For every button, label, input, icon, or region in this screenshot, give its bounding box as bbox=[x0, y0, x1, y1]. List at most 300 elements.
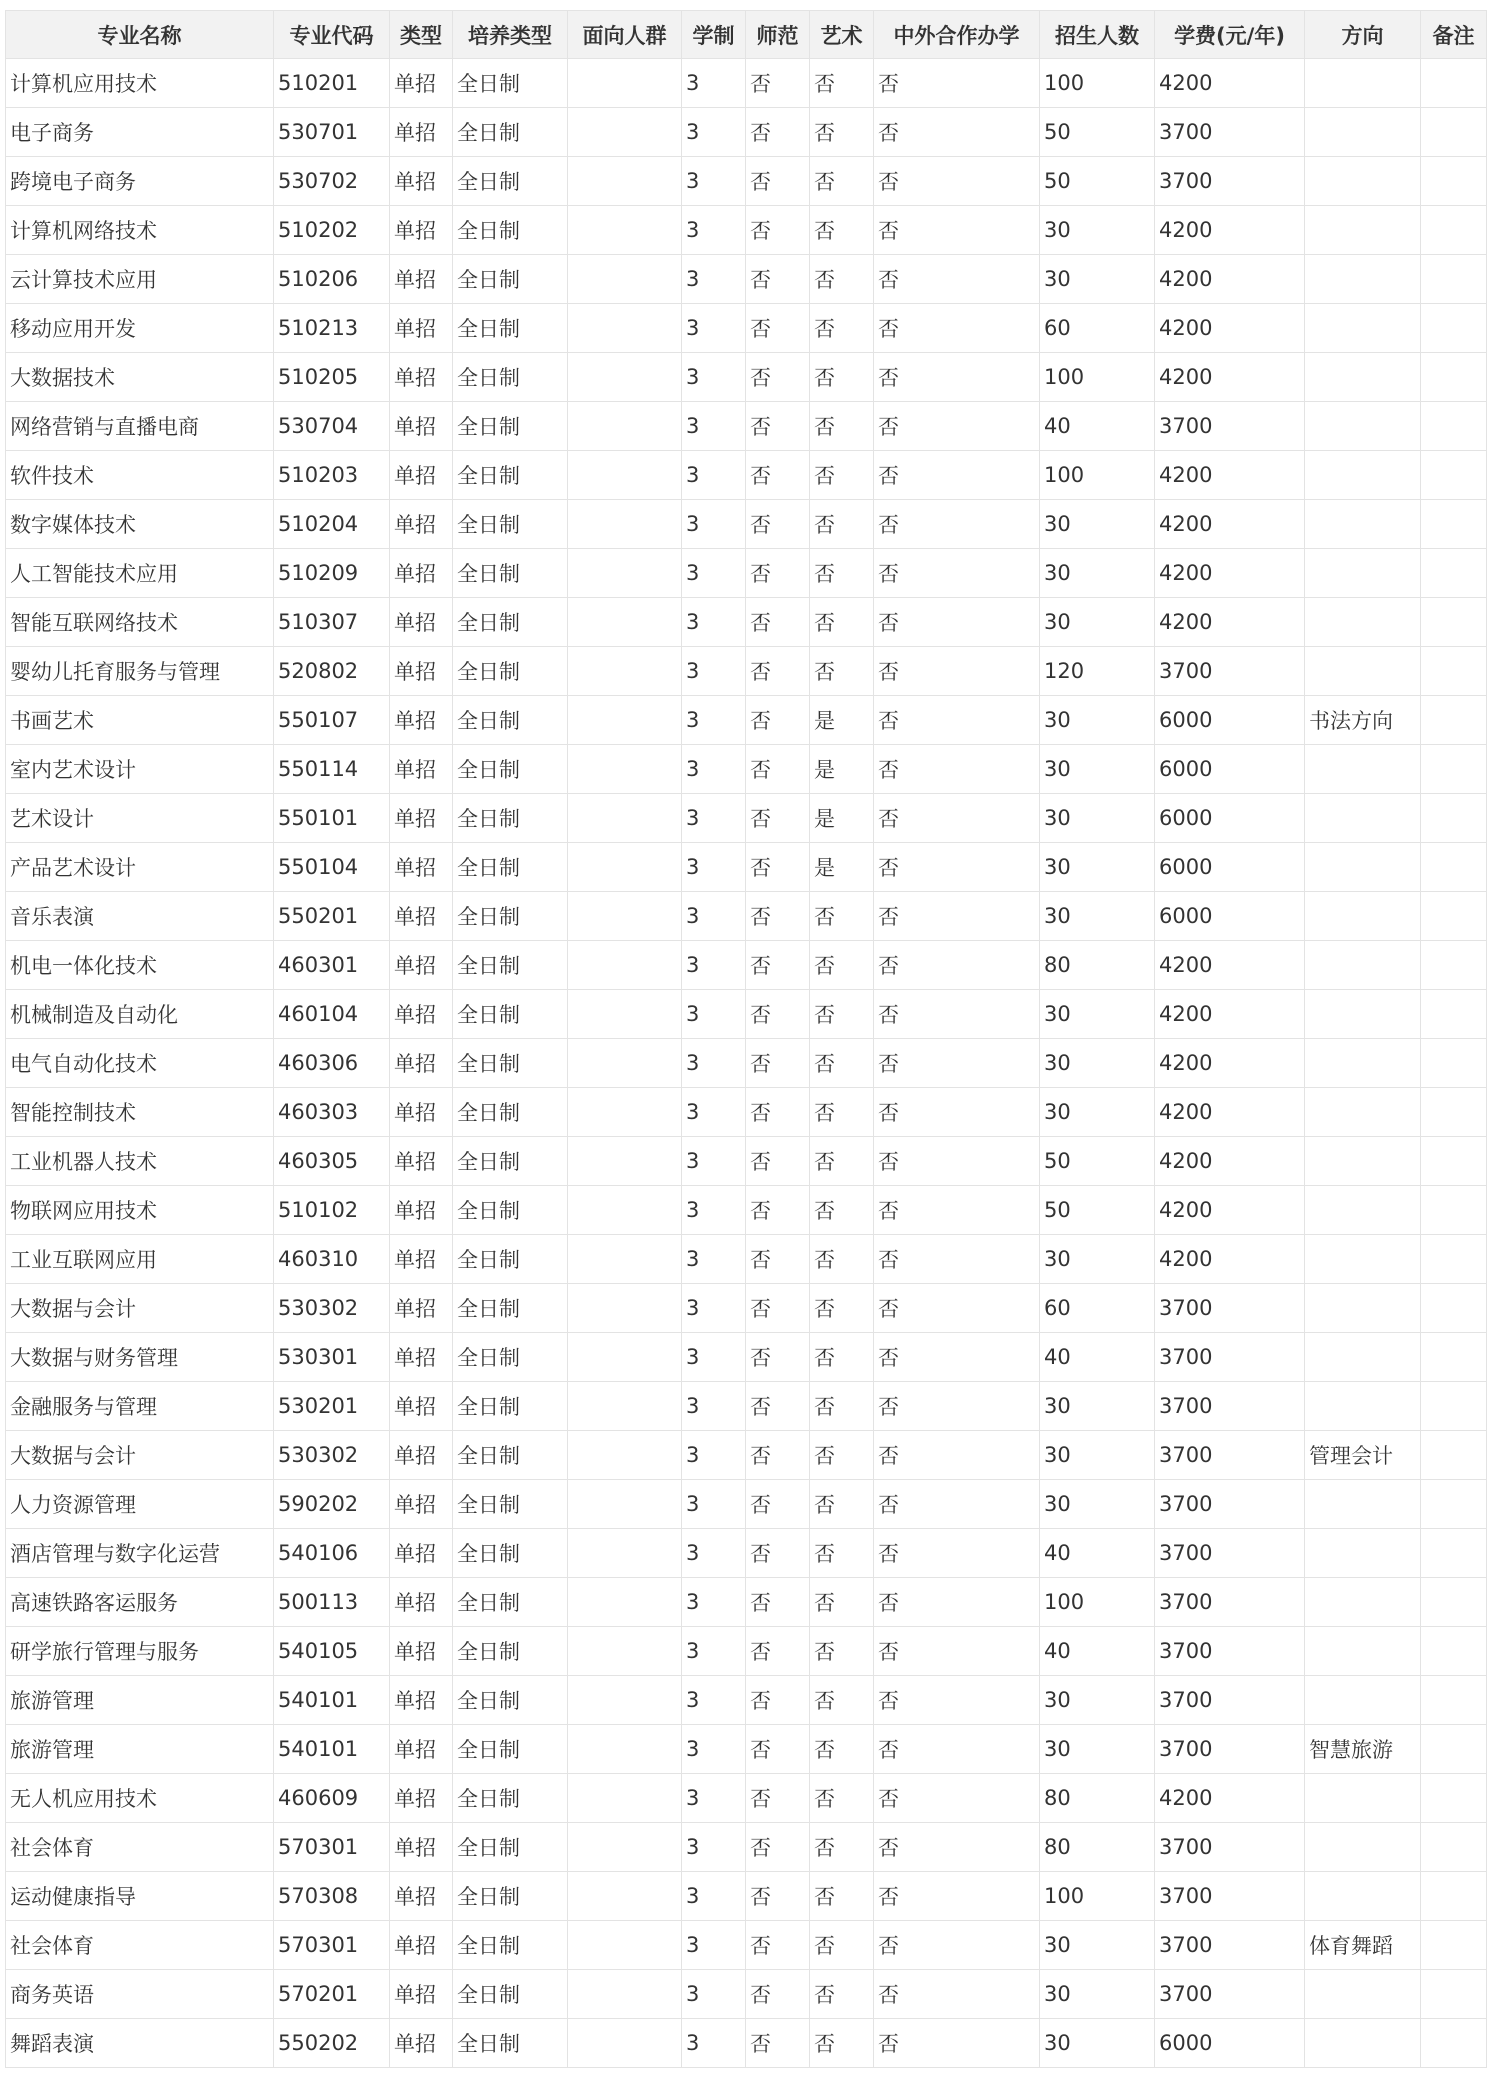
cell-major-name: 舞蹈表演 bbox=[6, 2019, 274, 2068]
cell-remarks bbox=[1421, 1382, 1487, 1431]
cell-enrollment: 30 bbox=[1040, 1480, 1155, 1529]
cell-enrollment: 30 bbox=[1040, 1676, 1155, 1725]
cell-major-name: 数字媒体技术 bbox=[6, 500, 274, 549]
cell-art: 否 bbox=[810, 1431, 874, 1480]
cell-direction bbox=[1305, 206, 1421, 255]
cell-target-group bbox=[568, 157, 682, 206]
cell-remarks bbox=[1421, 255, 1487, 304]
cell-major-code: 460305 bbox=[274, 1137, 390, 1186]
cell-target-group bbox=[568, 1235, 682, 1284]
cell-training-type: 全日制 bbox=[453, 1676, 568, 1725]
cell-training-type: 全日制 bbox=[453, 59, 568, 108]
cell-major-name: 书画艺术 bbox=[6, 696, 274, 745]
cell-art: 否 bbox=[810, 59, 874, 108]
cell-major-code: 550107 bbox=[274, 696, 390, 745]
cell-direction bbox=[1305, 1774, 1421, 1823]
cell-enrollment: 30 bbox=[1040, 892, 1155, 941]
cell-tuition: 3700 bbox=[1155, 1676, 1305, 1725]
header-major-code: 专业代码 bbox=[274, 11, 390, 59]
cell-type: 单招 bbox=[390, 451, 453, 500]
table-row bbox=[6, 1578, 1487, 1627]
cell-enrollment: 50 bbox=[1040, 108, 1155, 157]
cell-major-name: 音乐表演 bbox=[6, 892, 274, 941]
cell-major-code: 500113 bbox=[274, 1578, 390, 1627]
cell-major-name: 金融服务与管理 bbox=[6, 1382, 274, 1431]
cell-enrollment: 120 bbox=[1040, 647, 1155, 696]
cell-tuition: 3700 bbox=[1155, 1578, 1305, 1627]
cell-major-name: 酒店管理与数字化运营 bbox=[6, 1529, 274, 1578]
cell-direction bbox=[1305, 990, 1421, 1039]
cell-duration: 3 bbox=[682, 353, 746, 402]
cell-type: 单招 bbox=[390, 1431, 453, 1480]
cell-major-name: 人力资源管理 bbox=[6, 1480, 274, 1529]
table-row bbox=[6, 2019, 1487, 2068]
cell-joint-program: 否 bbox=[874, 157, 1040, 206]
cell-training-type: 全日制 bbox=[453, 108, 568, 157]
cell-enrollment: 30 bbox=[1040, 1725, 1155, 1774]
cell-enrollment: 30 bbox=[1040, 206, 1155, 255]
cell-direction bbox=[1305, 2019, 1421, 2068]
cell-duration: 3 bbox=[682, 990, 746, 1039]
cell-major-name: 室内艺术设计 bbox=[6, 745, 274, 794]
cell-duration: 3 bbox=[682, 1333, 746, 1382]
table-row bbox=[6, 696, 1487, 745]
cell-remarks bbox=[1421, 1676, 1487, 1725]
cell-type: 单招 bbox=[390, 843, 453, 892]
cell-major-name: 社会体育 bbox=[6, 1823, 274, 1872]
cell-major-name: 旅游管理 bbox=[6, 1676, 274, 1725]
cell-direction bbox=[1305, 1333, 1421, 1382]
cell-target-group bbox=[568, 500, 682, 549]
cell-duration: 3 bbox=[682, 1088, 746, 1137]
cell-tuition: 3700 bbox=[1155, 1284, 1305, 1333]
cell-direction: 体育舞蹈 bbox=[1305, 1921, 1421, 1970]
cell-enrollment: 30 bbox=[1040, 500, 1155, 549]
cell-joint-program: 否 bbox=[874, 1970, 1040, 2019]
cell-type: 单招 bbox=[390, 2019, 453, 2068]
cell-art: 否 bbox=[810, 1480, 874, 1529]
cell-direction bbox=[1305, 451, 1421, 500]
cell-target-group bbox=[568, 1431, 682, 1480]
table-row bbox=[6, 1921, 1487, 1970]
cell-major-code: 550201 bbox=[274, 892, 390, 941]
cell-type: 单招 bbox=[390, 1088, 453, 1137]
cell-type: 单招 bbox=[390, 696, 453, 745]
cell-direction bbox=[1305, 647, 1421, 696]
cell-target-group bbox=[568, 1480, 682, 1529]
cell-duration: 3 bbox=[682, 1284, 746, 1333]
cell-tuition: 4200 bbox=[1155, 500, 1305, 549]
cell-direction bbox=[1305, 59, 1421, 108]
cell-duration: 3 bbox=[682, 549, 746, 598]
cell-tuition: 3700 bbox=[1155, 1333, 1305, 1382]
cell-type: 单招 bbox=[390, 1284, 453, 1333]
cell-direction bbox=[1305, 549, 1421, 598]
cell-normal: 否 bbox=[746, 1431, 810, 1480]
cell-direction bbox=[1305, 304, 1421, 353]
cell-type: 单招 bbox=[390, 990, 453, 1039]
cell-type: 单招 bbox=[390, 353, 453, 402]
cell-duration: 3 bbox=[682, 402, 746, 451]
cell-duration: 3 bbox=[682, 745, 746, 794]
cell-training-type: 全日制 bbox=[453, 794, 568, 843]
cell-normal: 否 bbox=[746, 1725, 810, 1774]
cell-normal: 否 bbox=[746, 1480, 810, 1529]
cell-art: 否 bbox=[810, 1039, 874, 1088]
cell-type: 单招 bbox=[390, 304, 453, 353]
cell-major-code: 550202 bbox=[274, 2019, 390, 2068]
cell-joint-program: 否 bbox=[874, 1088, 1040, 1137]
cell-remarks bbox=[1421, 647, 1487, 696]
cell-duration: 3 bbox=[682, 892, 746, 941]
table-row bbox=[6, 1774, 1487, 1823]
cell-normal: 否 bbox=[746, 892, 810, 941]
cell-duration: 3 bbox=[682, 1039, 746, 1088]
cell-enrollment: 50 bbox=[1040, 157, 1155, 206]
cell-training-type: 全日制 bbox=[453, 1284, 568, 1333]
table-row bbox=[6, 1529, 1487, 1578]
cell-tuition: 3700 bbox=[1155, 402, 1305, 451]
cell-major-name: 大数据与财务管理 bbox=[6, 1333, 274, 1382]
cell-remarks bbox=[1421, 1921, 1487, 1970]
cell-type: 单招 bbox=[390, 1627, 453, 1676]
cell-joint-program: 否 bbox=[874, 353, 1040, 402]
cell-remarks bbox=[1421, 1970, 1487, 2019]
cell-joint-program: 否 bbox=[874, 1333, 1040, 1382]
cell-enrollment: 100 bbox=[1040, 1872, 1155, 1921]
cell-remarks bbox=[1421, 157, 1487, 206]
cell-tuition: 3700 bbox=[1155, 1529, 1305, 1578]
cell-major-code: 570201 bbox=[274, 1970, 390, 2019]
cell-enrollment: 30 bbox=[1040, 1088, 1155, 1137]
header-type: 类型 bbox=[390, 11, 453, 59]
cell-tuition: 4200 bbox=[1155, 1774, 1305, 1823]
cell-target-group bbox=[568, 1725, 682, 1774]
cell-art: 否 bbox=[810, 108, 874, 157]
cell-art: 否 bbox=[810, 1872, 874, 1921]
cell-target-group bbox=[568, 59, 682, 108]
cell-direction bbox=[1305, 843, 1421, 892]
cell-direction bbox=[1305, 1970, 1421, 2019]
cell-art: 否 bbox=[810, 549, 874, 598]
cell-target-group bbox=[568, 451, 682, 500]
cell-joint-program: 否 bbox=[874, 1578, 1040, 1627]
cell-major-name: 跨境电子商务 bbox=[6, 157, 274, 206]
cell-duration: 3 bbox=[682, 1823, 746, 1872]
cell-training-type: 全日制 bbox=[453, 1921, 568, 1970]
cell-major-code: 540106 bbox=[274, 1529, 390, 1578]
cell-duration: 3 bbox=[682, 598, 746, 647]
cell-remarks bbox=[1421, 402, 1487, 451]
cell-major-code: 550101 bbox=[274, 794, 390, 843]
cell-duration: 3 bbox=[682, 1970, 746, 2019]
cell-tuition: 4200 bbox=[1155, 255, 1305, 304]
cell-training-type: 全日制 bbox=[453, 1333, 568, 1382]
cell-major-code: 460310 bbox=[274, 1235, 390, 1284]
cell-direction bbox=[1305, 157, 1421, 206]
cell-target-group bbox=[568, 1627, 682, 1676]
cell-art: 否 bbox=[810, 941, 874, 990]
cell-major-name: 计算机应用技术 bbox=[6, 59, 274, 108]
cell-type: 单招 bbox=[390, 1823, 453, 1872]
cell-training-type: 全日制 bbox=[453, 1480, 568, 1529]
cell-major-code: 510201 bbox=[274, 59, 390, 108]
cell-joint-program: 否 bbox=[874, 1529, 1040, 1578]
cell-major-name: 高速铁路客运服务 bbox=[6, 1578, 274, 1627]
cell-target-group bbox=[568, 1823, 682, 1872]
cell-normal: 否 bbox=[746, 941, 810, 990]
cell-art: 否 bbox=[810, 157, 874, 206]
table-row bbox=[6, 1333, 1487, 1382]
cell-normal: 否 bbox=[746, 1774, 810, 1823]
cell-target-group bbox=[568, 549, 682, 598]
cell-type: 单招 bbox=[390, 1480, 453, 1529]
cell-art: 否 bbox=[810, 402, 874, 451]
cell-major-name: 云计算技术应用 bbox=[6, 255, 274, 304]
cell-enrollment: 40 bbox=[1040, 1529, 1155, 1578]
cell-training-type: 全日制 bbox=[453, 1970, 568, 2019]
cell-major-code: 460306 bbox=[274, 1039, 390, 1088]
cell-training-type: 全日制 bbox=[453, 1725, 568, 1774]
cell-joint-program: 否 bbox=[874, 549, 1040, 598]
cell-joint-program: 否 bbox=[874, 1480, 1040, 1529]
cell-training-type: 全日制 bbox=[453, 647, 568, 696]
table-row bbox=[6, 108, 1487, 157]
cell-normal: 否 bbox=[746, 1872, 810, 1921]
cell-enrollment: 30 bbox=[1040, 1039, 1155, 1088]
cell-type: 单招 bbox=[390, 892, 453, 941]
header-tuition: 学费(元/年) bbox=[1155, 11, 1305, 59]
cell-type: 单招 bbox=[390, 1235, 453, 1284]
table-row bbox=[6, 451, 1487, 500]
cell-training-type: 全日制 bbox=[453, 1774, 568, 1823]
cell-duration: 3 bbox=[682, 59, 746, 108]
cell-direction bbox=[1305, 402, 1421, 451]
cell-remarks bbox=[1421, 108, 1487, 157]
cell-normal: 否 bbox=[746, 1235, 810, 1284]
table-row bbox=[6, 157, 1487, 206]
cell-type: 单招 bbox=[390, 647, 453, 696]
cell-enrollment: 30 bbox=[1040, 549, 1155, 598]
cell-tuition: 4200 bbox=[1155, 304, 1305, 353]
cell-type: 单招 bbox=[390, 1529, 453, 1578]
cell-type: 单招 bbox=[390, 1921, 453, 1970]
cell-tuition: 4200 bbox=[1155, 990, 1305, 1039]
cell-type: 单招 bbox=[390, 598, 453, 647]
cell-art: 否 bbox=[810, 1627, 874, 1676]
cell-major-code: 540101 bbox=[274, 1725, 390, 1774]
cell-duration: 3 bbox=[682, 157, 746, 206]
cell-enrollment: 30 bbox=[1040, 794, 1155, 843]
table-row bbox=[6, 353, 1487, 402]
cell-training-type: 全日制 bbox=[453, 843, 568, 892]
cell-normal: 否 bbox=[746, 843, 810, 892]
cell-major-code: 460104 bbox=[274, 990, 390, 1039]
table-row bbox=[6, 1872, 1487, 1921]
cell-direction bbox=[1305, 1382, 1421, 1431]
cell-major-name: 产品艺术设计 bbox=[6, 843, 274, 892]
cell-art: 否 bbox=[810, 304, 874, 353]
cell-target-group bbox=[568, 696, 682, 745]
cell-target-group bbox=[568, 1333, 682, 1382]
cell-remarks bbox=[1421, 1627, 1487, 1676]
cell-tuition: 6000 bbox=[1155, 843, 1305, 892]
cell-remarks bbox=[1421, 745, 1487, 794]
cell-duration: 3 bbox=[682, 1627, 746, 1676]
cell-art: 否 bbox=[810, 500, 874, 549]
cell-direction bbox=[1305, 598, 1421, 647]
cell-normal: 否 bbox=[746, 1284, 810, 1333]
header-duration: 学制 bbox=[682, 11, 746, 59]
cell-target-group bbox=[568, 1284, 682, 1333]
cell-type: 单招 bbox=[390, 1186, 453, 1235]
header-direction: 方向 bbox=[1305, 11, 1421, 59]
cell-joint-program: 否 bbox=[874, 59, 1040, 108]
cell-remarks bbox=[1421, 696, 1487, 745]
cell-remarks bbox=[1421, 990, 1487, 1039]
cell-tuition: 4200 bbox=[1155, 1039, 1305, 1088]
cell-training-type: 全日制 bbox=[453, 745, 568, 794]
cell-remarks bbox=[1421, 1137, 1487, 1186]
cell-normal: 否 bbox=[746, 59, 810, 108]
cell-type: 单招 bbox=[390, 255, 453, 304]
cell-duration: 3 bbox=[682, 843, 746, 892]
cell-art: 是 bbox=[810, 745, 874, 794]
cell-target-group bbox=[568, 843, 682, 892]
table-row bbox=[6, 1431, 1487, 1480]
cell-normal: 否 bbox=[746, 1039, 810, 1088]
cell-major-name: 智能控制技术 bbox=[6, 1088, 274, 1137]
cell-direction bbox=[1305, 1823, 1421, 1872]
table-row bbox=[6, 892, 1487, 941]
cell-remarks bbox=[1421, 794, 1487, 843]
cell-normal: 否 bbox=[746, 1627, 810, 1676]
cell-tuition: 4200 bbox=[1155, 1186, 1305, 1235]
table-row bbox=[6, 1480, 1487, 1529]
cell-training-type: 全日制 bbox=[453, 206, 568, 255]
cell-major-code: 530704 bbox=[274, 402, 390, 451]
cell-direction bbox=[1305, 353, 1421, 402]
cell-joint-program: 否 bbox=[874, 1382, 1040, 1431]
cell-joint-program: 否 bbox=[874, 1725, 1040, 1774]
cell-remarks bbox=[1421, 451, 1487, 500]
cell-target-group bbox=[568, 206, 682, 255]
cell-enrollment: 40 bbox=[1040, 402, 1155, 451]
table-row bbox=[6, 402, 1487, 451]
cell-art: 是 bbox=[810, 843, 874, 892]
cell-training-type: 全日制 bbox=[453, 1431, 568, 1480]
table-row bbox=[6, 1676, 1487, 1725]
cell-remarks bbox=[1421, 1235, 1487, 1284]
cell-major-code: 570301 bbox=[274, 1823, 390, 1872]
cell-duration: 3 bbox=[682, 941, 746, 990]
cell-remarks bbox=[1421, 1039, 1487, 1088]
cell-major-code: 550114 bbox=[274, 745, 390, 794]
cell-normal: 否 bbox=[746, 745, 810, 794]
cell-tuition: 3700 bbox=[1155, 1431, 1305, 1480]
table-row bbox=[6, 941, 1487, 990]
cell-training-type: 全日制 bbox=[453, 1186, 568, 1235]
cell-normal: 否 bbox=[746, 1529, 810, 1578]
cell-target-group bbox=[568, 1039, 682, 1088]
cell-tuition: 4200 bbox=[1155, 1137, 1305, 1186]
cell-remarks bbox=[1421, 353, 1487, 402]
cell-duration: 3 bbox=[682, 206, 746, 255]
table-row bbox=[6, 1725, 1487, 1774]
cell-tuition: 4200 bbox=[1155, 59, 1305, 108]
cell-training-type: 全日制 bbox=[453, 1627, 568, 1676]
cell-joint-program: 否 bbox=[874, 647, 1040, 696]
cell-remarks bbox=[1421, 1333, 1487, 1382]
cell-tuition: 4200 bbox=[1155, 598, 1305, 647]
cell-type: 单招 bbox=[390, 500, 453, 549]
cell-duration: 3 bbox=[682, 1578, 746, 1627]
cell-training-type: 全日制 bbox=[453, 1235, 568, 1284]
cell-target-group bbox=[568, 990, 682, 1039]
table-row bbox=[6, 1284, 1487, 1333]
cell-major-name: 商务英语 bbox=[6, 1970, 274, 2019]
cell-direction bbox=[1305, 1529, 1421, 1578]
cell-art: 否 bbox=[810, 892, 874, 941]
cell-tuition: 4200 bbox=[1155, 1235, 1305, 1284]
cell-major-name: 人工智能技术应用 bbox=[6, 549, 274, 598]
cell-enrollment: 30 bbox=[1040, 255, 1155, 304]
cell-target-group bbox=[568, 2019, 682, 2068]
table-row bbox=[6, 1039, 1487, 1088]
cell-training-type: 全日制 bbox=[453, 304, 568, 353]
cell-art: 否 bbox=[810, 1088, 874, 1137]
cell-normal: 否 bbox=[746, 1137, 810, 1186]
cell-tuition: 3700 bbox=[1155, 1725, 1305, 1774]
cell-tuition: 6000 bbox=[1155, 892, 1305, 941]
cell-major-code: 530302 bbox=[274, 1284, 390, 1333]
cell-normal: 否 bbox=[746, 157, 810, 206]
cell-direction: 书法方向 bbox=[1305, 696, 1421, 745]
cell-target-group bbox=[568, 1970, 682, 2019]
cell-training-type: 全日制 bbox=[453, 451, 568, 500]
cell-training-type: 全日制 bbox=[453, 1823, 568, 1872]
cell-remarks bbox=[1421, 1823, 1487, 1872]
cell-tuition: 6000 bbox=[1155, 2019, 1305, 2068]
table-row bbox=[6, 1970, 1487, 2019]
cell-remarks bbox=[1421, 892, 1487, 941]
cell-remarks bbox=[1421, 843, 1487, 892]
cell-enrollment: 30 bbox=[1040, 1235, 1155, 1284]
table-row bbox=[6, 745, 1487, 794]
cell-major-name: 大数据技术 bbox=[6, 353, 274, 402]
cell-tuition: 4200 bbox=[1155, 451, 1305, 500]
cell-major-name: 大数据与会计 bbox=[6, 1431, 274, 1480]
cell-major-code: 510204 bbox=[274, 500, 390, 549]
cell-joint-program: 否 bbox=[874, 1921, 1040, 1970]
cell-major-name: 无人机应用技术 bbox=[6, 1774, 274, 1823]
cell-direction: 智慧旅游 bbox=[1305, 1725, 1421, 1774]
cell-major-code: 510203 bbox=[274, 451, 390, 500]
cell-art: 否 bbox=[810, 1725, 874, 1774]
cell-major-name: 物联网应用技术 bbox=[6, 1186, 274, 1235]
cell-target-group bbox=[568, 1186, 682, 1235]
cell-major-code: 570308 bbox=[274, 1872, 390, 1921]
majors-table bbox=[5, 10, 1487, 2068]
cell-art: 否 bbox=[810, 598, 874, 647]
cell-type: 单招 bbox=[390, 1725, 453, 1774]
cell-duration: 3 bbox=[682, 1235, 746, 1284]
cell-art: 否 bbox=[810, 451, 874, 500]
cell-joint-program: 否 bbox=[874, 255, 1040, 304]
cell-duration: 3 bbox=[682, 255, 746, 304]
cell-joint-program: 否 bbox=[874, 1676, 1040, 1725]
cell-target-group bbox=[568, 1578, 682, 1627]
